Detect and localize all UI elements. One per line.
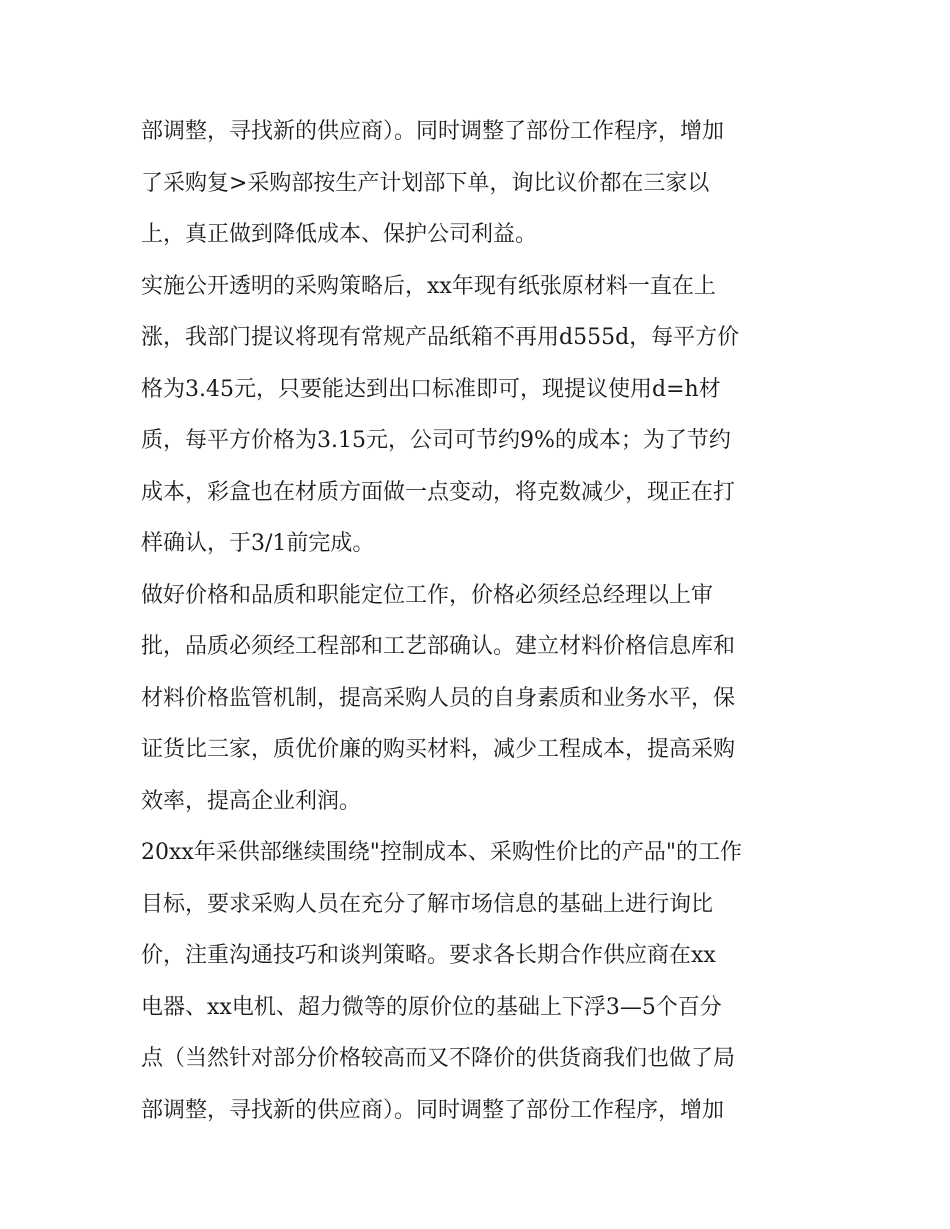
text-line: 电器、xx电机、超力微等的原价位的基础上下浮3—5个百分 [141,994,722,1020]
text-line: 上，真正做到降低成本、保护公司利益。 [141,222,538,247]
text-line: 了采购复>采购部按生产计划部下单，询比议价都在三家以 [141,170,710,196]
text-line: 点（当然针对部分价格较高而又不降价的供货商我们也做了局 [141,1046,736,1071]
text-line: 材料价格监管机制，提高采购人员的自身素质和业务水平，保 [141,685,736,711]
text-line: 20xx年采供部继续围绕"控制成本、采购性价比的产品"的工作 [141,840,743,865]
text-line: 涨，我部门提议将现有常规产品纸箱不再用d555d，每平方价 [141,325,740,350]
text-line: 效率，提高企业利润。 [141,788,362,814]
body-text [141,106,821,1136]
text-line: 部调整，寻找新的供应商）。同时调整了部份工作程序，增加 [141,119,725,144]
text-line: 目标，要求采购人员在充分了解市场信息的基础上进行询比 [141,891,714,917]
text-line: 实施公开透明的采购策略后，xx年现有纸张原材料一直在上 [141,273,716,299]
text-line: 成本，彩盒也在材质方面做一点变动，将克数减少，现正在打 [141,479,736,505]
text-line: 批，品质必须经工程部和工艺部确认。建立材料价格信息库和 [141,634,736,659]
text-line: 质，每平方价格为3.15元，公司可节约9%的成本；为了节约 [141,428,731,453]
text-line: 格为3.45元，只要能达到出口标准即可，现提议使用d=h材 [141,376,721,402]
text-line: 证货比三家，质优价廉的购买材料，减少工程成本，提高采购 [141,737,736,762]
text-line: 价，注重沟通技巧和谈判策略。要求各长期合作供应商在xx [141,943,716,968]
text-line: 做好价格和品质和职能定位工作，价格必须经总经理以上审 [141,582,714,608]
text-line: 部调整，寻找新的供应商）。同时调整了部份工作程序，增加 [141,1097,725,1123]
text-line: 样确认，于3/1前完成。 [141,531,375,556]
